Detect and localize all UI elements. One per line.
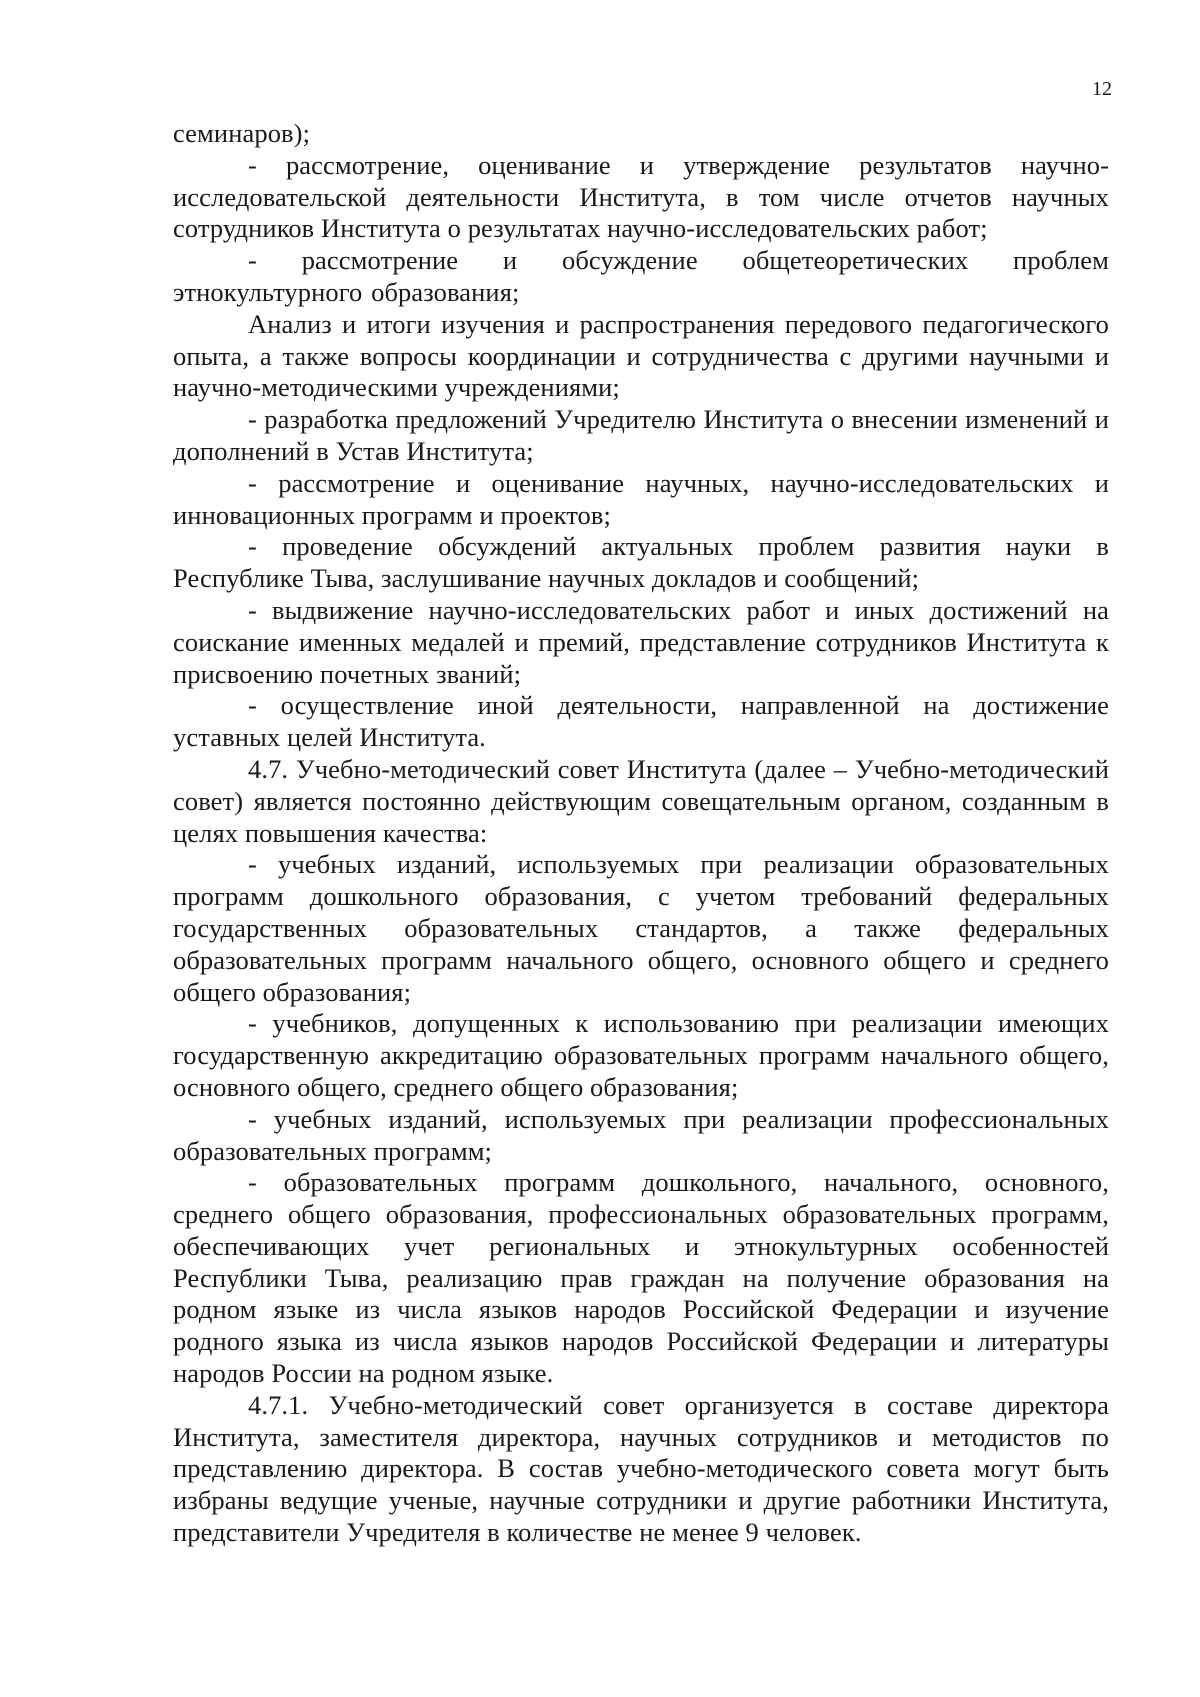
paragraph: - разработка предложений Учредителю Института о внесении изменений и дополнений в Устав Института;: [173, 404, 1109, 466]
paragraph: - рассмотрение, оценивание и утверждение результатов научно-исследовательской деятельности Института, в том числе отчетов научных сотрудников Института о результатах научно-исследовательских работ;: [173, 149, 1109, 244]
page-number: 12: [1092, 78, 1112, 100]
paragraph: - образовательных программ дошкольного, начального, основного, среднего общего образования, профессиональных образовательных программ, обеспечивающих учет региональных и этнокультурных особенностей Республики Тыва, реализацию прав граждан на получение образования на родном языке из числа языков народов Российской Федерации и изучение родного языка из числа языков народов Российской Федерации и литературы народов России на родном языке.: [173, 1167, 1109, 1389]
paragraph: - осуществление иной деятельности, направленной на достижение уставных целей Института.: [173, 690, 1109, 753]
paragraph: 4.7.1. Учебно-методический совет организуется в составе директора Института, заместителя директора, научных сотрудников и методистов по представлению директора. В состав учебно-методического совета могут быть избраны ведущие ученые, научные сотрудники и другие работники Института, представители Учредителя в количестве не менее 9 человек.: [173, 1389, 1109, 1548]
paragraph: - учебников, допущенных к использованию при реализации имеющих государственную аккредитацию образовательных программ начального общего, основного общего, среднего общего образования;: [173, 1008, 1109, 1102]
paragraph: Анализ и итоги изучения и распространения передового педагогического опыта, а также вопросы координации и сотрудничества с другими научными и научно-методическими учреждениями;: [173, 308, 1109, 403]
paragraph: семинаров);: [173, 118, 311, 148]
paragraph: - выдвижение научно-исследовательских работ и иных достижений на соискание именных медалей и премий, представление сотрудников Института к присвоению почетных званий;: [173, 594, 1109, 689]
paragraph: - учебных изданий, используемых при реализации профессиональных образовательных программ;: [173, 1103, 1109, 1166]
paragraph: - рассмотрение и обсуждение общетеоретических проблем этнокультурного образования;: [173, 245, 1109, 307]
paragraph: 4.7. Учебно-методический совет Института (далее – Учебно-методический совет) является постоянно действующим совещательным органом, созданным в целях повышения качества:: [173, 753, 1109, 848]
paragraph: - проведение обсуждений актуальных проблем развития науки в Республике Тыва, заслушивание научных докладов и сообщений;: [173, 531, 1109, 594]
document-body: [173, 118, 1109, 1549]
paragraph: - рассмотрение и оценивание научных, научно-исследовательских и инновационных программ и проектов;: [173, 467, 1109, 530]
paragraph: - учебных изданий, используемых при реализации образовательных программ дошкольного образования, с учетом требований федеральных государственных образовательных стандартов, а также федеральных образовательных программ начального общего, основного общего и среднего общего образования;: [173, 849, 1109, 1007]
